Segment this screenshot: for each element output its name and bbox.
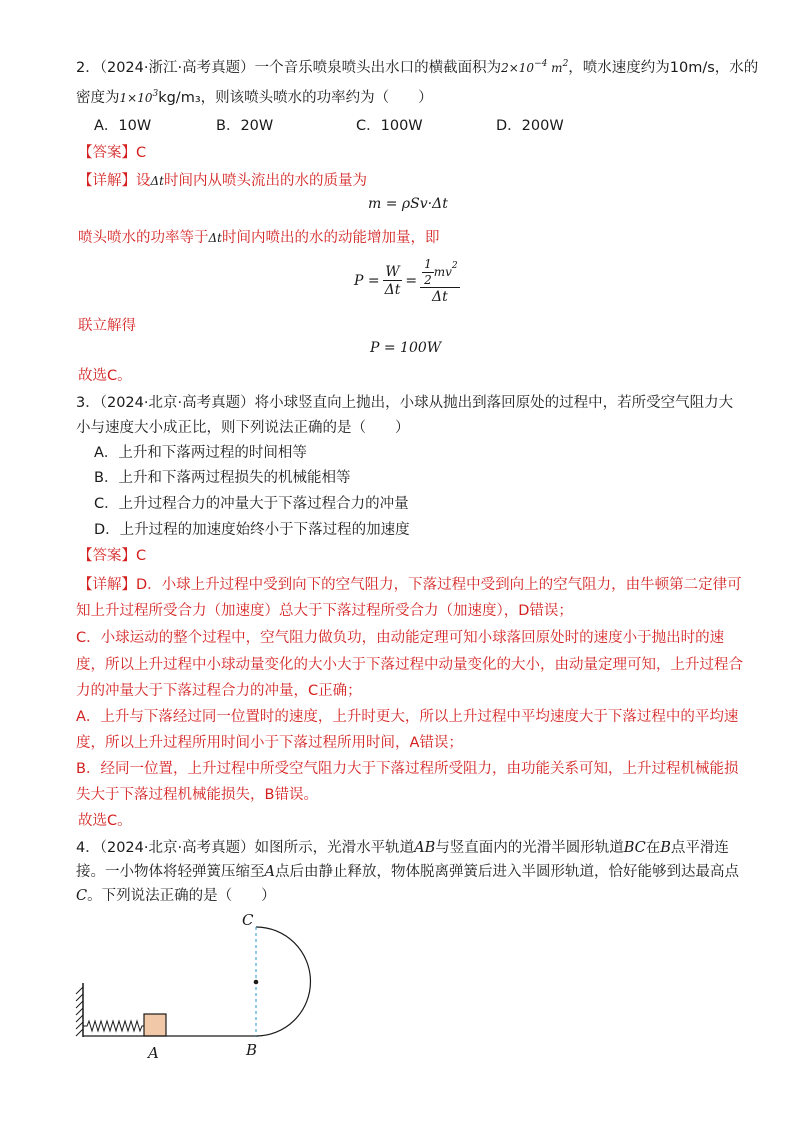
q4-stem1-d: 点平滑连	[670, 840, 729, 856]
q3-detail-line: 力的冲量大于下落过程合力的冲量，C正确；	[76, 683, 362, 699]
q4-stem-line2	[76, 862, 739, 882]
q4-stem2-b: 点后由静止释放，物体脱离弹簧后进入半圆形轨道，恰好能够到达最高点	[274, 864, 739, 880]
q2-eq-half	[422, 256, 434, 287]
q2-density-value: 1×10	[119, 91, 153, 105]
q2-area-unit-exp: 2	[562, 59, 569, 69]
q2-choose: 故选C。	[78, 368, 132, 384]
q4-stem1-c: 在	[645, 840, 661, 856]
q3-detail-line: 知上升过程所受合力（加速度）总大于下落过程所受合力（加速度），D错误；	[76, 603, 573, 619]
q2-joint: 联立解得	[78, 318, 136, 334]
q2-eq-p: P =	[354, 273, 380, 289]
q2-eq-mv: mv	[433, 264, 452, 279]
q4-label-bc: BC	[623, 840, 646, 856]
q4-label-c: C	[76, 888, 88, 904]
q3-detail-line: 度，所以上升过程所用时间小于下落过程所用时间，A错误；	[76, 735, 463, 751]
q4-stem2-a: 接。一小物体将轻弹簧压缩至	[76, 864, 265, 880]
q2-stem-line2	[76, 88, 433, 110]
q3-option-d: D．上升过程的加速度始终小于下落过程的加速度	[94, 522, 410, 538]
q2-area-exp: −4	[534, 59, 548, 69]
q2-eq-mass: m = ρSv·Δt	[368, 196, 448, 212]
q2-detail-line2	[78, 228, 440, 248]
q2-detail2-b: 时间内喷出的水的动能增加量，即	[222, 230, 440, 246]
q2-detail2-a: 喷头喷水的功率等于	[78, 230, 209, 246]
q3-detail-line: A．上升与下落经过同一位置时的速度，上升时更大，所以上升过程中平均速度大于下落过程中的平均速	[76, 709, 739, 725]
q2-eq-equals: =	[405, 273, 418, 289]
q4-stem-line3	[76, 886, 276, 906]
center-dot	[254, 980, 259, 985]
q2-delta-t: Δt	[150, 174, 164, 188]
figure-label-c: C	[242, 911, 254, 929]
q4-label-ab: AB	[414, 840, 436, 856]
q2-eq-result: P = 100W	[370, 340, 442, 356]
q2-stem-line1	[76, 58, 758, 80]
q2-density-exp: 3	[152, 89, 159, 99]
q2-stem2-text-b: kg/m₃，则该喷头喷水的功率约为（ ）	[158, 90, 433, 106]
q2-density-formula	[120, 91, 159, 105]
q4-figure	[70, 905, 340, 1070]
q3-option-b: B．上升和下落两过程损失的机械能相等	[94, 470, 351, 486]
q2-option-c: C．100W	[356, 118, 423, 134]
figure-label-b: B	[246, 1041, 258, 1059]
q2-eq-sq: 2	[451, 260, 458, 271]
q2-area-unit: m	[551, 61, 563, 75]
q2-delta-t-2: Δt	[208, 231, 222, 245]
q4-stem1-b: 与竖直面内的光滑半圆形轨道	[435, 840, 624, 856]
q2-eq-half-num: 1	[424, 257, 432, 271]
block	[144, 1014, 166, 1036]
semicircle-track	[256, 927, 310, 1036]
q2-area-formula	[501, 61, 568, 75]
q2-stem-text-a: 2．（2024·浙江·高考真题）一个音乐喷泉喷头出水口的横截面积为	[76, 60, 502, 76]
q4-stem1-a: 4．（2024·北京·高考真题）如图所示，光滑水平轨道	[76, 840, 415, 856]
q2-option-a: A．10W	[94, 118, 152, 134]
wall-hatch	[76, 987, 83, 1036]
q4-stem-line1	[76, 838, 729, 858]
q3-detail-line: 度，所以上升过程中小球动量变化的大小大于下落过程中动量变化的大小，由动量定理可知，上升过程合	[76, 657, 743, 673]
figure-label-a: A	[148, 1044, 159, 1062]
q3-detail-line: 【详解】D．小球上升过程中受到向下的空气阻力，下落过程中受到向上的空气阻力，由牛顿第二定律可	[78, 577, 742, 593]
q2-stem2-text-a: 密度为	[76, 90, 120, 106]
q2-option-d: D．200W	[496, 118, 564, 134]
q2-area-value: 2×10	[501, 61, 535, 75]
q2-eq-ke-numerator	[420, 256, 460, 288]
q2-eq-w: W	[385, 263, 400, 280]
q4-label-a: A	[264, 864, 275, 880]
q2-answer: 【答案】C	[78, 145, 147, 161]
q4-label-b: B	[660, 840, 671, 856]
q4-stem3: 。下列说法正确的是（ ）	[87, 888, 276, 904]
q2-eq-half-den: 2	[424, 273, 432, 287]
q2-eq-frac-ke	[420, 256, 460, 306]
q3-stem-line1: 3．（2024·北京·高考真题）将小球竖直向上抛出，小球从抛出到落回原处的过程中，若所受空气阻力大	[76, 395, 734, 411]
q3-answer: 【答案】C	[78, 548, 147, 564]
q3-detail-line: 失大于下落过程机械能损失，B错误。	[76, 787, 318, 803]
q3-option-c: C．上升过程合力的冲量大于下落过程合力的冲量	[94, 496, 409, 512]
q3-detail-line: B．经同一位置，上升过程中所受空气阻力大于下落过程所受阻力，由功能关系可知，上升过程机械能损	[76, 761, 739, 777]
spring	[83, 1021, 144, 1031]
q3-choose: 故选C。	[78, 813, 132, 829]
q2-detail-line1	[78, 171, 367, 191]
q2-detail-head: 【详解】设	[78, 173, 151, 189]
q3-stem-line2: 小与速度大小成正比，则下列说法正确的是（ ）	[76, 420, 410, 436]
q3-detail-line: C．小球运动的整个过程中，空气阻力做负功，由动能定理可知小球落回原处时的速度小于抛出时的速	[76, 630, 725, 646]
q2-option-b: B．20W	[216, 118, 274, 134]
q2-eq-dt-2: Δt	[431, 289, 448, 305]
q2-stem-text-b: ，喷水速度约为10m/s，水的	[568, 60, 759, 76]
q2-eq-power	[354, 256, 460, 306]
q2-detail-text1: 时间内从喷头流出的水的质量为	[164, 173, 367, 189]
q2-eq-dt: Δt	[384, 281, 401, 298]
q2-eq-frac-w	[383, 264, 403, 299]
q3-option-a: A．上升和下落两过程的时间相等	[94, 445, 307, 461]
